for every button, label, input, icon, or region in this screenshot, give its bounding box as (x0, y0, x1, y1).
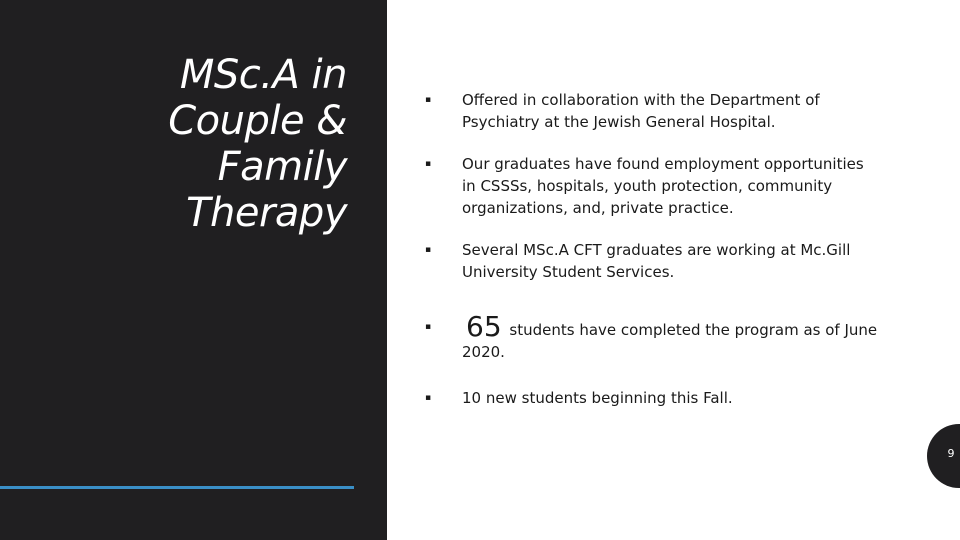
title-line: Couple & (168, 98, 347, 144)
bullet-text-rest: students have completed the program as of June 2020. (462, 321, 878, 361)
bullet-text (462, 310, 882, 363)
student-count: 65 (466, 310, 502, 343)
page-number: 9 (947, 447, 955, 460)
bullet-icon: ▪ (425, 245, 432, 255)
bullet-icon: ▪ (425, 95, 432, 105)
bullet-icon: ▪ (425, 393, 432, 403)
title-line: MSc.A in (179, 52, 347, 98)
title-line: Family (217, 144, 347, 190)
bullet-text: 10 new students beginning this Fall. (462, 389, 733, 407)
title-panel (0, 0, 387, 540)
slide-title (47, 52, 347, 236)
title-line: Therapy (186, 190, 347, 236)
bullet-text: Our graduates have found employment opportunities in CSSSs, hospitals, youth protection, community organizations, and, private practice. (462, 155, 864, 217)
bullet-text: Several MSc.A CFT graduates are working at Mc.Gill University Student Services. (462, 241, 851, 281)
bullet-icon: ▪ (425, 322, 432, 332)
bullet-icon: ▪ (425, 159, 432, 169)
accent-line (0, 486, 354, 489)
bullet-text: Offered in collaboration with the Department of Psychiatry at the Jewish General Hospital. (462, 91, 820, 131)
